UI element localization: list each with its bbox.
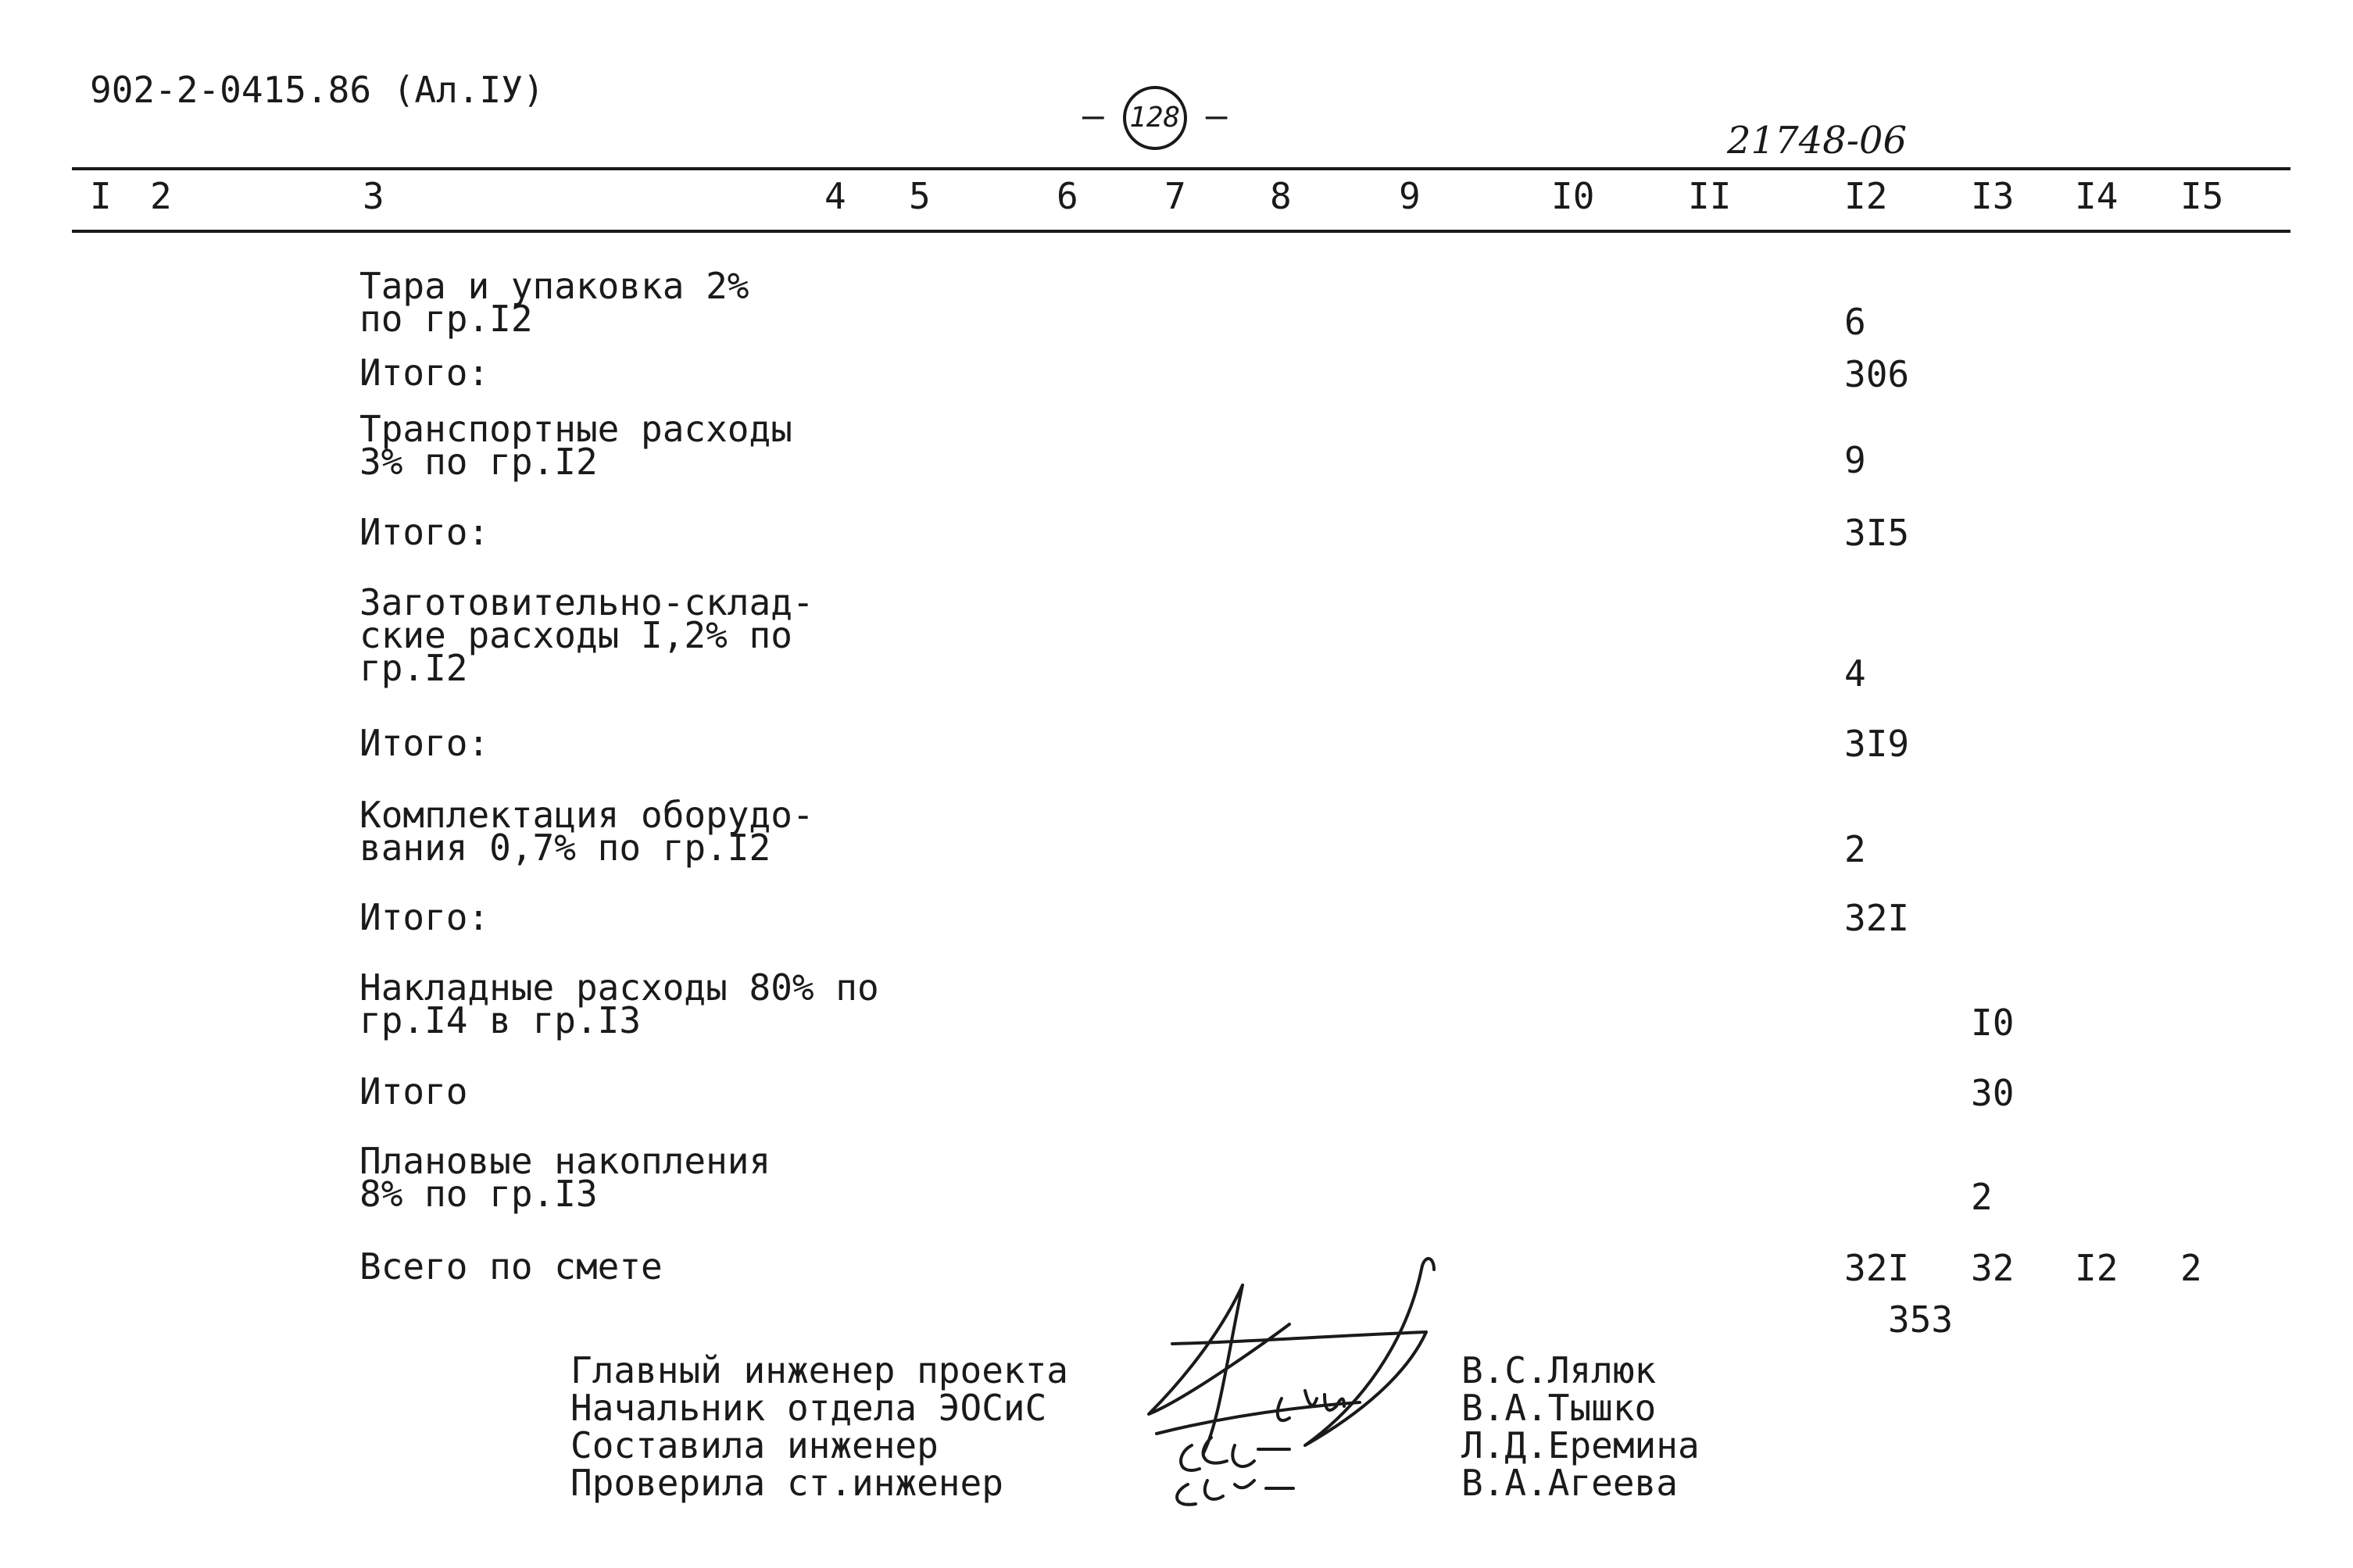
column-number: I [90, 175, 112, 217]
signature-stroke [1177, 1480, 1293, 1505]
row-label: Накладные расходы 80% по гр.I4 в гр.I3 [359, 966, 879, 1041]
cell-col12: 3I9 [1844, 723, 1910, 765]
page-number: – 128 – [1082, 86, 1227, 150]
row-label: Итого: [359, 352, 490, 394]
cell-col12: 3I5 [1844, 512, 1910, 554]
row-label: Тара и упаковка 2% по гр.I2 [359, 265, 749, 340]
row-label: Итого: [359, 511, 490, 553]
column-number: 7 [1164, 175, 1186, 217]
cell-col12: 32I [1844, 1247, 1910, 1289]
column-number: 6 [1057, 175, 1078, 217]
cell-col12: 2 [1844, 828, 1866, 870]
column-number: I2 [1844, 175, 1888, 217]
cell-col12: 306 [1844, 353, 1910, 395]
row-label: Плановые накопления 8% по гр.I3 [359, 1140, 771, 1215]
column-number: I3 [1971, 175, 2015, 217]
row-label: Итого [359, 1070, 468, 1113]
signatory-names: В.С.Лялюк В.А.Тышко Л.Д.Еремина В.А.Агеева [1461, 1349, 1700, 1504]
column-number: 2 [150, 175, 172, 217]
document-code: 902-2-0415.86 (Ал.IУ) [90, 69, 545, 111]
cell-col12: 32I [1844, 897, 1910, 939]
cell-col12: 4 [1844, 652, 1866, 695]
header-rule-bottom [72, 230, 2290, 233]
handwritten-signature-image [1125, 1250, 1454, 1508]
row-label: Заготовительно-склад- ские расходы I,2% по гр.I2 [359, 581, 814, 689]
cell-col15: 2 [2180, 1247, 2202, 1289]
column-number: 9 [1399, 175, 1421, 217]
row-label: Итого: [359, 896, 490, 938]
signature-stroke [1181, 1438, 1289, 1470]
page-number-circle: 128 [1123, 86, 1187, 150]
row-label: Комплектация оборудо- вания 0,7% по гр.I2 [359, 794, 814, 869]
cell-col13: 30 [1971, 1072, 2015, 1114]
column-number: I5 [2180, 175, 2224, 217]
signatory-roles: Главный инженер проекта Начальник отдела ЭОСиС Составила инженер Проверила ст.инженер [570, 1349, 1068, 1504]
row-label-total: Всего по смете [359, 1245, 663, 1288]
cell-col13: 2 [1971, 1176, 1993, 1218]
column-number: 5 [909, 175, 931, 217]
signature-stroke [1172, 1332, 1426, 1344]
grand-total: 353 [1888, 1298, 1954, 1341]
row-label: Итого: [359, 722, 490, 764]
column-number: 4 [824, 175, 846, 217]
cell-col14: I2 [2075, 1247, 2119, 1289]
cell-col12: 6 [1844, 301, 1866, 343]
column-number: 8 [1270, 175, 1292, 217]
cell-col13: I0 [1971, 1002, 2015, 1044]
cell-col13: 32 [1971, 1247, 2015, 1289]
column-number: II [1688, 175, 1732, 217]
handwritten-code: 21748-06 [1727, 119, 1907, 163]
signature-stroke [1305, 1259, 1434, 1445]
column-number: 3 [363, 175, 384, 217]
header-rule-top [72, 167, 2290, 170]
cell-col12: 9 [1844, 439, 1866, 481]
signature-stroke [1149, 1285, 1289, 1414]
column-number: I4 [2075, 175, 2119, 217]
column-number: I0 [1551, 175, 1595, 217]
row-label: Транспортные расходы 3% по гр.I2 [359, 408, 792, 483]
